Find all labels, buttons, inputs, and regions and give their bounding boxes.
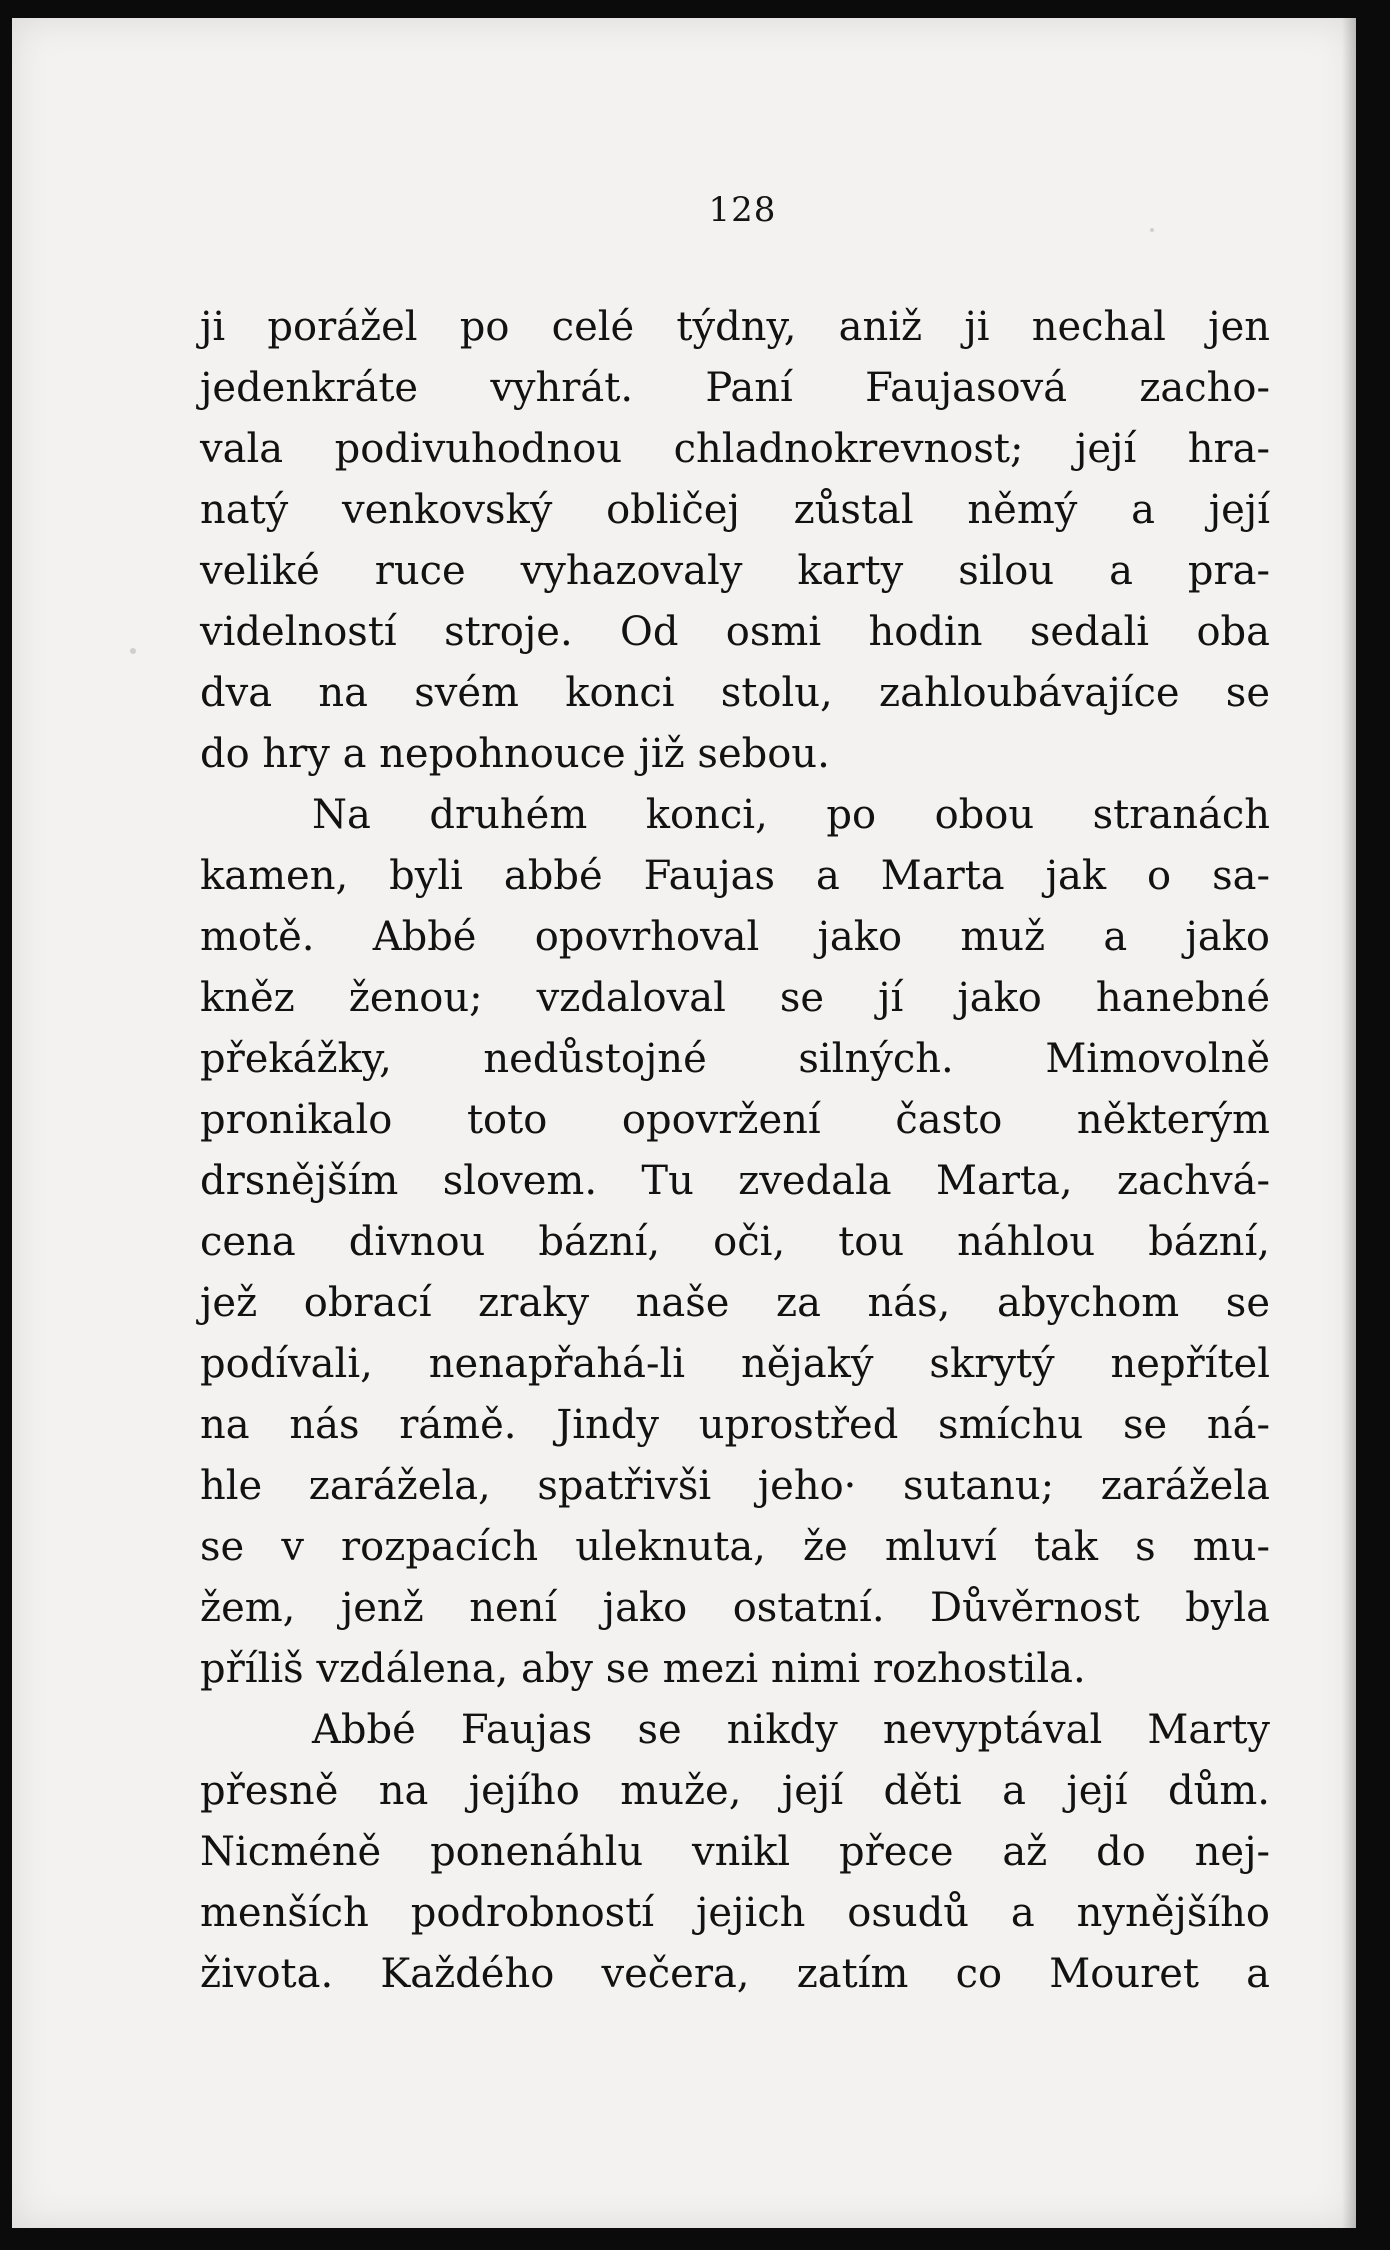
- text-line: dva na svém konci stolu, zahloubávajíce se: [200, 670, 1270, 716]
- body-text: [200, 297, 1270, 2005]
- text-line: podívali, nenapřahá-li nějaký skrytý nepřítel: [200, 1341, 1270, 1387]
- text-line: na nás rámě. Jindy uprostřed smíchu se ná-: [200, 1402, 1270, 1448]
- text-line: Abbé Faujas se nikdy nevyptával Marty: [312, 1707, 1270, 1753]
- text-line: pronikalo toto opovržení často některým: [200, 1097, 1270, 1143]
- text-line: přesně na jejího muže, její děti a její dům.: [200, 1768, 1270, 1814]
- text-line: menších podrobností jejich osudů a nynějšího: [200, 1890, 1270, 1936]
- text-line: překážky, nedůstojné silných. Mimovolně: [200, 1036, 1270, 1082]
- text-line: Nicméně ponenáhlu vnikl přece až do nej-: [200, 1829, 1270, 1875]
- text-line: Na druhém konci, po obou stranách: [312, 792, 1270, 838]
- text-line: do hry a nepohnouce již sebou.: [200, 731, 830, 777]
- text-line: jedenkráte vyhrát. Paní Faujasová zacho-: [200, 365, 1270, 411]
- text-line: natý venkovský obličej zůstal němý a její: [200, 487, 1270, 533]
- page-number: 128: [708, 190, 777, 230]
- text-line: života. Každého večera, zatím co Mouret a: [200, 1951, 1270, 1997]
- text-line: kamen, byli abbé Faujas a Marta jak o sa-: [200, 853, 1270, 899]
- text-line: jež obrací zraky naše za nás, abychom se: [200, 1280, 1270, 1326]
- text-line: příliš vzdálena, aby se mezi nimi rozhostila.: [200, 1646, 1086, 1692]
- text-line: veliké ruce vyhazovaly karty silou a pra-: [200, 548, 1270, 594]
- text-line: se v rozpacích uleknuta, že mluví tak s mu-: [200, 1524, 1270, 1570]
- text-line: ji porážel po celé týdny, aniž ji nechal jen: [200, 304, 1270, 350]
- text-line: kněz ženou; vzdaloval se jí jako hanebné: [200, 975, 1270, 1021]
- text-line: žem, jenž není jako ostatní. Důvěrnost byla: [200, 1585, 1270, 1631]
- paper-speck: [130, 648, 136, 654]
- text-line: hle zarážela, spatřivši jeho· sutanu; zarážela: [200, 1463, 1270, 1509]
- text-line: vala podivuhodnou chladnokrevnost; její hra-: [200, 426, 1270, 472]
- text-line: videlností stroje. Od osmi hodin sedali oba: [200, 609, 1270, 655]
- text-line: cena divnou bázní, oči, tou náhlou bázní,: [200, 1219, 1270, 1265]
- text-line: motě. Abbé opovrhoval jako muž a jako: [200, 914, 1270, 960]
- text-line: drsnějším slovem. Tu zvedala Marta, zachvá-: [200, 1158, 1270, 1204]
